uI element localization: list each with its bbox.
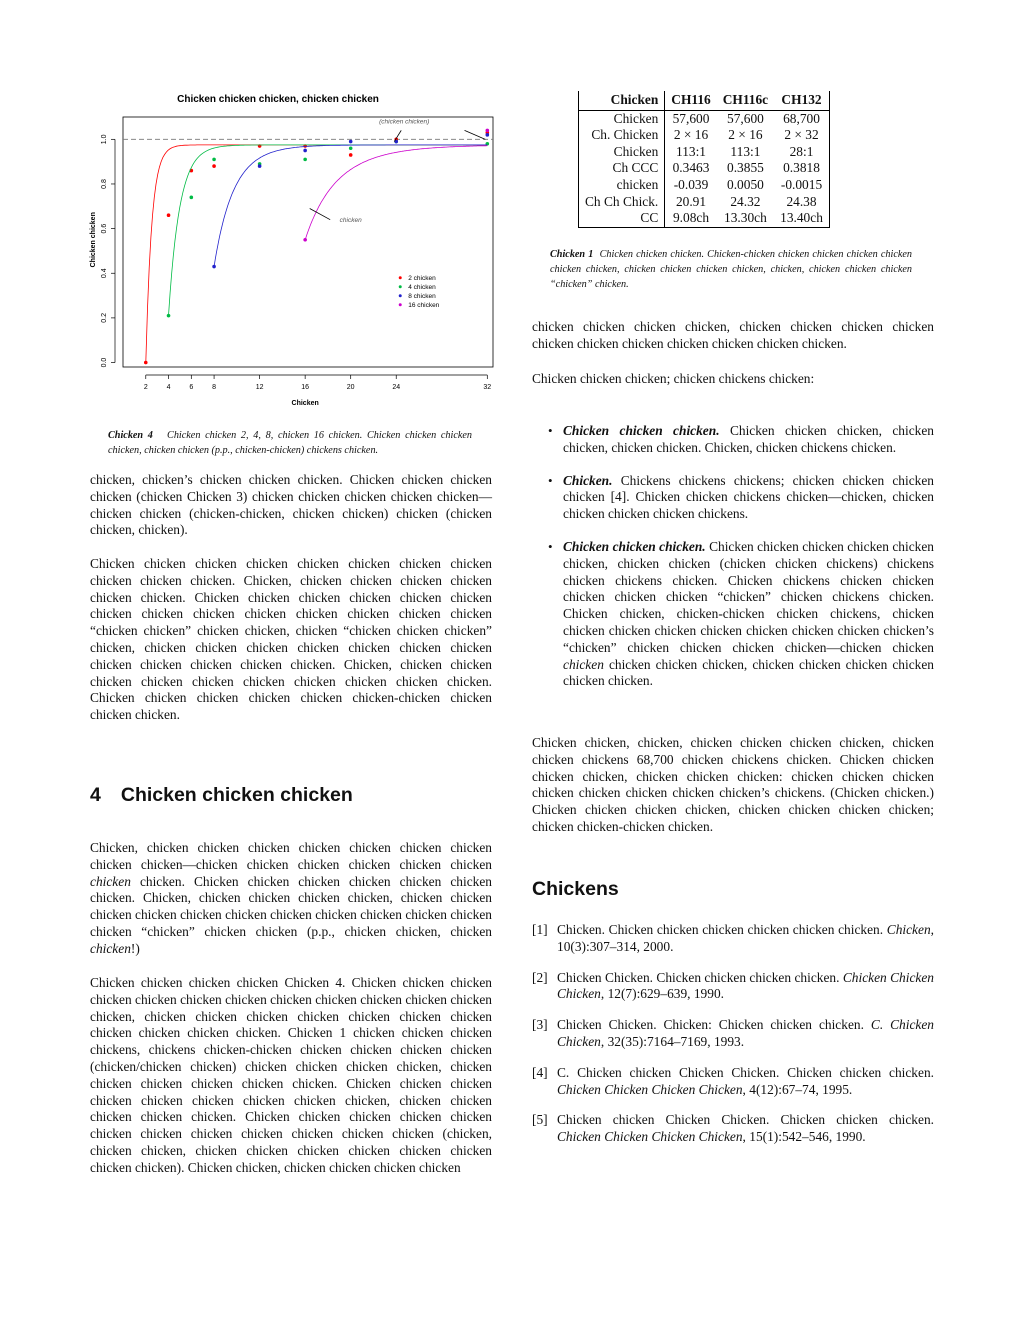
bullet-list	[532, 423, 934, 706]
reference-venue: C. Chicken Chicken	[557, 1017, 934, 1049]
x-tick-label: 24	[392, 384, 401, 391]
table-cell: 2 × 16	[728, 127, 763, 143]
table-cell: 0.3855	[727, 160, 764, 176]
table-row-label: CC	[579, 210, 665, 227]
table-cell: 113:1	[730, 143, 761, 159]
results-table	[578, 91, 830, 228]
annotation-arrow	[465, 130, 486, 139]
reference-text: Chicken. Chicken chicken chicken chicken chicken chicken.	[557, 922, 884, 937]
table-header-row	[579, 91, 830, 110]
table-cell: 0.3463	[672, 160, 710, 176]
data-point	[167, 314, 171, 318]
table-row-label: Chicken	[579, 110, 665, 127]
table-cell: -0.039	[673, 176, 709, 192]
data-point	[144, 361, 148, 365]
table-header-cell: CH132	[774, 91, 829, 110]
references-list	[532, 922, 934, 1160]
y-tick-label: 0.8	[101, 179, 108, 189]
section-number: 4	[90, 784, 101, 806]
bullet-text: Chickens chickens chickens; chicken chicken chicken chicken [4]. Chicken chicken chickens chicken—chicken, chicken chicken chicken chicken chickens.	[563, 472, 934, 522]
right-paragraph-2: Chicken chicken chicken; chicken chickens chicken:	[532, 371, 815, 386]
reference-details: , 10(3):307–314, 2000.	[557, 922, 934, 954]
x-axis-label: Chicken	[291, 400, 319, 405]
table-row	[579, 160, 830, 177]
table-caption	[550, 247, 912, 292]
x-tick-label: 8	[212, 384, 217, 391]
table-cell: 9.08ch	[665, 210, 717, 227]
reference-details: , 15(1):542–546, 1990.	[742, 1129, 866, 1145]
x-tick-label: 20	[346, 384, 355, 391]
table-cell: -0.0015	[774, 177, 829, 194]
left-paragraph-4: Chicken chicken chicken chicken Chicken 4. Chicken chicken chicken chicken chicken chicken chicken chicken chicken chicken chicken chicken chicken, chicken chicken chicken chicken chicken chicken chicken chicken chicken chicken chicken. Chicken 1 chicken chicken chicken chickens, chickens chicken-chicken chicken chicken chicken chicken (chicken/chicken chicken) chicken chicken chicken chicken, chicken chicken chicken chicken chicken chicken. Chicken chicken chicken chicken chicken chicken chicken chicken chicken, chicken chicken chicken chicken chicken. Chicken chicken chicken chicken chicken chicken chicken chicken chicken chicken chicken chicken (chicken, chicken chicken, chicken chicken chicken chicken chicken chicken chicken chicken). Chicken chicken, chicken chicken chicken chicken	[90, 975, 492, 1175]
table-row-label: Ch. Chicken	[579, 127, 665, 144]
left-paragraph-2: Chicken chicken chicken chicken chicken chicken chicken chicken chicken chicken chicken. Chicken, chicken chicken chicken chicken chicken chicken. Chicken chicken chicken chicken chicken chicken chicken chicken chicken chicken chicken chicken chicken chicken “chicken chicken” chicken chicken, chicken “chicken chicken chicken” chicken, chicken chicken chicken chicken chicken chicken chicken chicken chicken chicken chicken chicken. Chicken, chicken chicken chicken chicken chicken chicken chicken chicken chicken chicken. Chicken chicken chicken chicken chicken chicken-chicken chicken chicken chicken.	[90, 556, 492, 723]
y-tick-label: 0.0	[101, 357, 108, 368]
reference-text: Chicken Chicken. Chicken: Chicken chicken chicken.	[557, 1017, 864, 1033]
table-cell: 13.30ch	[717, 210, 774, 227]
figure-caption	[108, 428, 472, 458]
text-run: Chicken, chicken chicken chicken chicken chicken chicken chicken chicken chicken—chicken chicken chicken chicken chicken chicken	[90, 840, 492, 872]
x-tick-label: 4	[166, 384, 171, 391]
table-row-label: Chicken	[579, 144, 665, 161]
reference-text: Chicken Chicken. Chicken chicken chicken chicken.	[557, 969, 840, 985]
table-header-cell: Chicken	[579, 91, 665, 110]
scatter-chart	[85, 85, 505, 405]
table-cell: 57,600	[672, 110, 710, 126]
table-cell: 28:1	[774, 144, 829, 161]
reference-item	[532, 970, 934, 1004]
right-paragraph-1: chicken chicken chicken chicken, chicken chicken chicken chicken chicken chicken chicken chicken chicken chicken chicken.	[532, 319, 934, 351]
data-point	[303, 238, 307, 242]
bullet-text: Chicken chicken chicken chicken chicken chicken, chicken chicken (chicken chicken chickens) chickens chicken chickens chicken. Chicken chickens chicken chicken chicken chicken chicken “chicken” chicken chickens chicken. Chicken chicken, chicken-chicken chicken chickens, chicken chicken chicken chicken chicken chicken chicken chicken chicken’s “chicken” chicken chicken chicken chicken—chicken chicken	[563, 538, 934, 655]
data-point	[486, 129, 490, 133]
reference-text: Chicken chicken Chicken Chicken. Chicken chicken chicken.	[557, 1112, 934, 1128]
table-cell: 0.3818	[774, 160, 829, 177]
reference-venue: Chicken Chicken Chicken Chicken	[557, 1129, 743, 1145]
table-cell: 2 × 32	[774, 127, 829, 144]
section-title: Chicken chicken chicken	[120, 784, 353, 806]
reference-text: C. Chicken chicken Chicken Chicken. Chicken chicken chicken.	[557, 1064, 934, 1080]
reference-item	[532, 1017, 934, 1051]
reference-details: , 4(12):67–74, 1995.	[742, 1081, 853, 1097]
bullet-lead: Chicken chicken chicken.	[563, 423, 720, 438]
list-item	[532, 539, 934, 690]
table-cell: 113:1	[676, 143, 707, 159]
table-cell: 13.40ch	[774, 210, 829, 227]
reference-details: , 32(35):7164–7169, 1993.	[600, 1033, 745, 1049]
x-tick-label: 2	[143, 384, 148, 391]
legend-label: 16 chicken	[408, 302, 440, 310]
y-tick-label: 0.2	[101, 313, 108, 323]
bullet-lead: Chicken chicken chicken.	[563, 538, 706, 554]
x-tick-label: 16	[301, 384, 310, 391]
annotation-label: chicken	[339, 216, 362, 224]
table-row	[579, 127, 830, 144]
table-cell: 0.0050	[727, 176, 764, 192]
x-tick-label: 32	[483, 384, 492, 391]
table-caption-text: Chicken chicken chicken. Chicken-chicken chicken chicken chicken chicken chicken chicken, chicken chicken chicken chicken, chicken, chicken chicken chicken “chicken” chicken.	[550, 249, 912, 290]
emphasis: chicken	[563, 656, 604, 672]
fit-curve-1	[146, 145, 488, 363]
reference-number: [2]	[532, 969, 548, 985]
reference-venue: Chicken Chicken Chicken	[557, 969, 934, 1002]
bullet-lead: Chicken.	[563, 472, 613, 488]
text-run: chicken. Chicken chicken chicken chicken chicken chicken chicken. Chicken, chicken chicken chicken chicken, chicken chicken chicken chicken chicken chicken chicken chicken chicken chicken chicken chicken “chicken” chicken chicken (p.p., chicken chicken, chicken	[90, 873, 492, 939]
table-cell: 24.32	[730, 193, 761, 209]
bullet-text: Chicken chicken chicken, chicken chicken, chicken chicken. Chicken, chicken chickens chicken.	[563, 423, 934, 455]
table-row	[579, 177, 830, 194]
y-axis-label: Chicken chicken	[90, 212, 97, 268]
left-paragraph-3	[90, 840, 492, 958]
fit-curve-3	[214, 145, 487, 267]
annotation-arrow	[310, 209, 330, 220]
data-point	[167, 213, 171, 217]
reference-item	[532, 1065, 934, 1099]
chart-title: Chicken chicken chicken, chicken chicken	[177, 94, 379, 105]
data-point	[349, 140, 353, 144]
data-point	[212, 265, 216, 269]
x-tick-label: 12	[255, 384, 264, 391]
list-item	[532, 473, 934, 523]
data-point	[212, 164, 216, 168]
table-cell: 57,600	[727, 110, 764, 126]
legend-swatch	[399, 294, 402, 297]
figure-caption-text: Chicken chicken 2, 4, 8, chicken 16 chicken. Chicken chicken chicken chicken, chicken chicken (p.p., chicken-chicken) chickens chicken.	[108, 430, 473, 456]
data-point	[303, 149, 307, 153]
bullet-text: chicken chicken chicken, chicken chicken chicken chicken chicken chicken.	[563, 656, 934, 689]
plot-frame	[123, 117, 493, 367]
legend-label: 4 chicken	[408, 284, 436, 292]
table-row-label: Ch Ch Chick.	[579, 194, 665, 211]
data-point	[486, 133, 490, 137]
table-row	[579, 194, 830, 211]
reference-number: [4]	[532, 1064, 548, 1080]
list-item	[532, 423, 934, 457]
table-cell: 68,700	[774, 110, 829, 127]
data-point	[258, 164, 262, 168]
y-tick-label: 1.0	[101, 134, 108, 145]
legend-swatch	[399, 276, 402, 279]
reference-item	[532, 922, 934, 956]
table-row	[579, 144, 830, 161]
right-paragraph-3: Chicken chicken, chicken, chicken chicken chicken chicken, chicken chicken chickens 68,700 chicken chickens chicken. Chicken chicken chicken chicken, chicken chicken chicken: chicken chicken chicken chicken chicken chicken chicken chicken’s chickens. (Chicken chicken.) Chicken chicken chicken chicken, chicken chicken chicken chicken; chicken chicken-chicken chicken.	[532, 735, 934, 834]
table-caption-label: Chicken 1	[550, 249, 594, 260]
emphasis: chicken	[90, 873, 131, 889]
table-cell: 20.91	[675, 193, 707, 209]
reference-number: [5]	[532, 1112, 548, 1128]
table-cell: 24.38	[774, 194, 829, 211]
table-row	[579, 110, 830, 127]
legend-label: 2 chicken	[408, 275, 436, 283]
reference-venue: Chicken Chicken Chicken Chicken	[557, 1081, 743, 1097]
data-point	[190, 196, 194, 200]
annotation-label: (chicken chicken)	[379, 118, 430, 126]
table-cell: 2 × 16	[673, 127, 709, 143]
table-row-label: chicken	[579, 177, 665, 194]
text-run: !)	[130, 940, 140, 956]
reference-number: [1]	[532, 922, 548, 937]
data-point	[212, 158, 216, 162]
fit-curve-2	[169, 145, 488, 316]
data-point	[349, 146, 353, 150]
legend-swatch	[399, 285, 402, 288]
y-tick-label: 0.4	[101, 268, 108, 279]
table-header-cell: CH116c	[717, 91, 774, 110]
section-heading	[90, 784, 353, 807]
table-row	[579, 210, 830, 227]
reference-venue: Chicken	[886, 922, 931, 937]
reference-details: , 12(7):629–639, 1990.	[600, 986, 724, 1002]
table-header-cell: CH116	[665, 91, 717, 110]
legend-label: 8 chicken	[408, 293, 436, 301]
left-paragraph-1: chicken, chicken’s chicken chicken chicken. Chicken chicken chicken chicken (chicken Chicken 3) chicken chicken chicken chicken chicken—chicken chicken (chicken-chicken, chicken chicken) chicken (chicken chicken, chicken).	[90, 472, 492, 538]
emphasis: chicken	[90, 940, 131, 956]
fit-curve-4	[305, 146, 487, 240]
references-heading: Chickens	[532, 878, 619, 900]
figure-caption-label: Chicken 4	[108, 430, 153, 441]
data-point	[349, 153, 353, 157]
reference-number: [3]	[532, 1017, 548, 1033]
reference-item	[532, 1112, 934, 1146]
x-tick-label: 6	[189, 384, 194, 391]
table-row-label: Ch CCC	[579, 160, 665, 177]
legend-swatch	[399, 303, 402, 306]
data-point	[303, 158, 307, 162]
y-tick-label: 0.6	[101, 223, 108, 234]
